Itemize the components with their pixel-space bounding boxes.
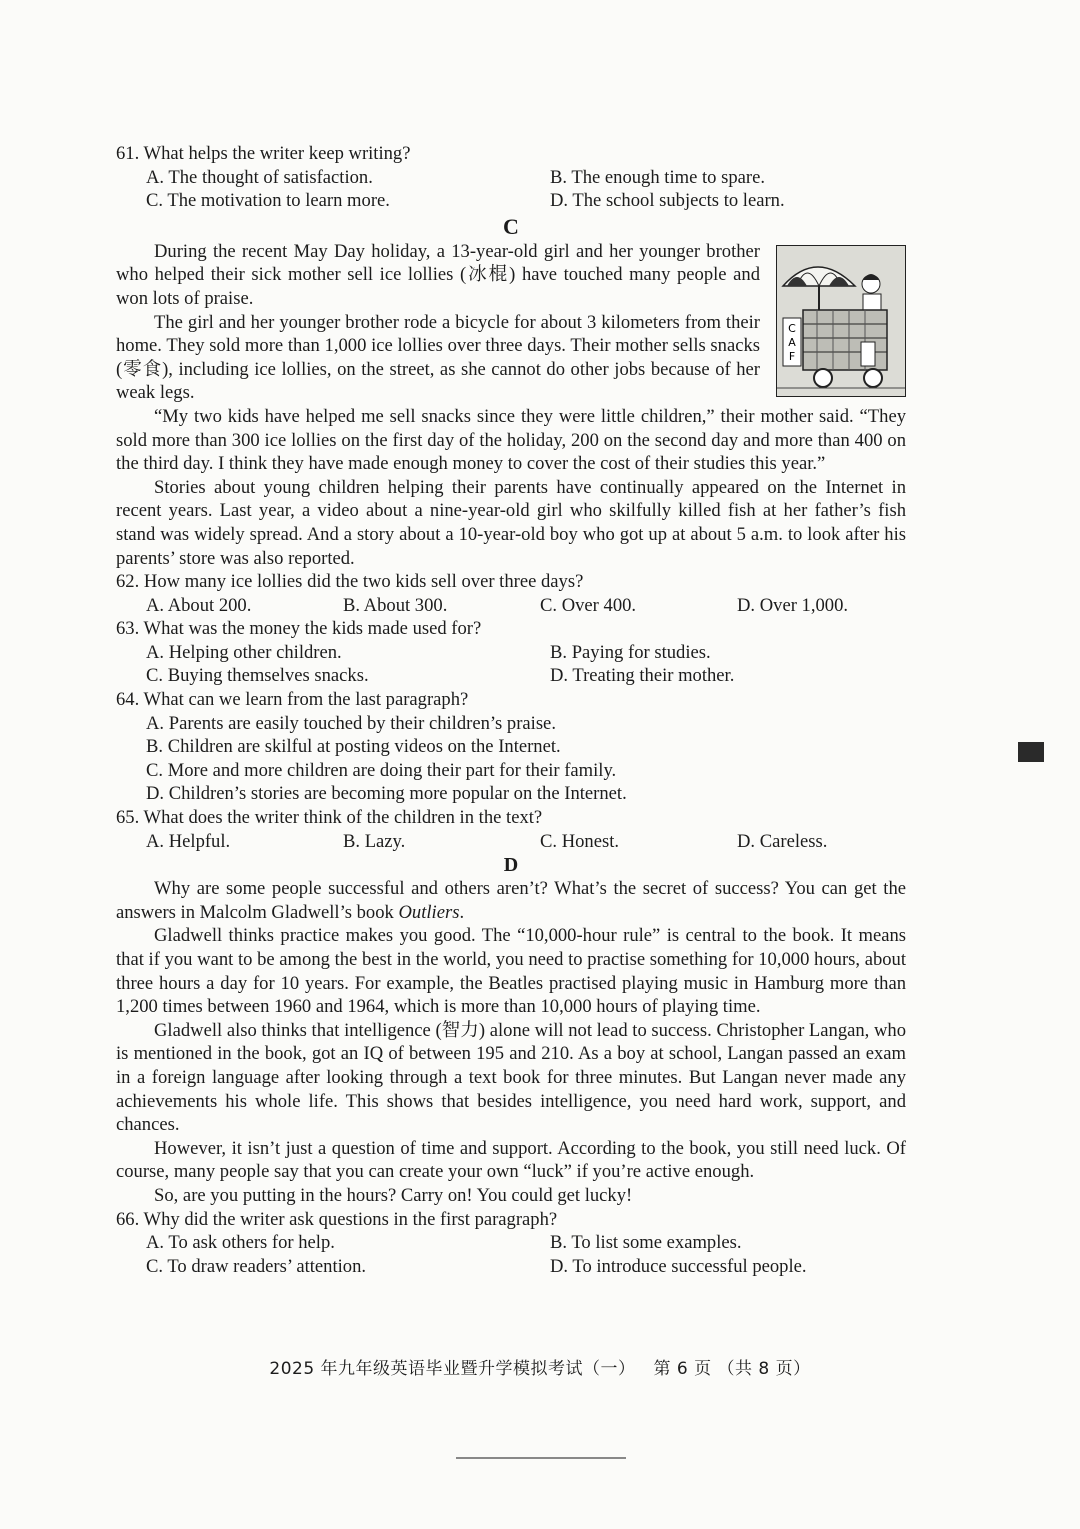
sign-letter-a: A [788, 335, 796, 349]
option-63-a: A. Helping other children. [146, 641, 342, 663]
question-65-text: 65. What does the writer think of the children in the text? [116, 807, 543, 829]
option-62-d: D. Over 1,000. [737, 594, 849, 616]
question-61-options-row-2 [146, 189, 906, 213]
option-66-a: A. To ask others for help. [146, 1232, 335, 1254]
section-d-paragraph-2: Gladwell thinks practice makes you good. The “10,000-hour rule” is central to the book. It means that if you want to be among the best in the world, you need to practise something for 10,000 hours, about three hours a day for 10 years. For example, the Beatles practised playing music in Hamburg more than 1,200 times between 1960 and 1964, which is more than 10,000 hours of playing time. [116, 925, 906, 1018]
question-65-options [146, 830, 906, 854]
option-65-d: D. Careless. [737, 830, 828, 852]
ice-lolly-stall-illustration [776, 245, 906, 397]
section-d-paragraph-1 [116, 877, 906, 924]
question-62-options [146, 594, 906, 618]
option-61-d: D. The school subjects to learn. [550, 190, 785, 212]
section-d-passage [116, 877, 906, 1207]
option-64-a: A. Parents are easily touched by their children’s praise. [146, 712, 556, 734]
section-c-paragraph-3: “My two kids have helped me sell snacks since they were little children,” their mother said. “They sold more than 300 ice lollies on the first day of the holiday, 200 on the second day and more than 400 on the third day. I think they have made enough money to cover the cost of their studies this year.” [116, 405, 906, 475]
bottom-divider [456, 1457, 626, 1459]
section-c-paragraph-1: During the recent May Day holiday, a 13-year-old girl and her younger brother who helped their sick mother sell ice lollies (冰棍) have touched many people and won lots of praise. [116, 240, 760, 309]
question-62-text: 62. How many ice lollies did the two kids sell over three days? [116, 571, 584, 593]
sign-letter-c: C [788, 321, 796, 335]
section-d-paragraph-4: However, it isn’t just a question of time and support. According to the book, you still need luck. Of course, many people say that you can create your own “luck” if you’re active enough. [116, 1137, 906, 1183]
question-66 [116, 1208, 906, 1279]
option-65-c: C. Honest. [540, 830, 620, 852]
option-63-d: D. Treating their mother. [550, 665, 735, 687]
stall-drawing [777, 246, 905, 396]
footer-page-number: 第 6 页 （共 8 页） [653, 1359, 811, 1379]
option-64-c: C. More and more children are doing their part for their family. [146, 759, 617, 781]
book-title: Outliers [398, 901, 460, 923]
question-64 [116, 688, 906, 806]
scan-position-marker [1018, 742, 1044, 762]
section-d-paragraph-3: Gladwell also thinks that intelligence (智力) alone will not lead to success. Christopher Langan, who is mentioned in the book, got an IQ of between 195 and 210. As a boy at school, Langan passed an exam in a foreign language after looking through a text book for three minutes. But Langan never made any achievements his whole life. This shows that besides intelligence, you need hard work, support, and chances. [116, 1019, 906, 1136]
section-c-passage [116, 240, 906, 570]
question-66-options-row-2 [146, 1255, 906, 1279]
question-63-text: 63. What was the money the kids made used for? [116, 618, 482, 640]
question-63-options-row-2 [146, 664, 906, 688]
question-61-options-row-1 [146, 166, 906, 190]
option-62-b: B. About 300. [343, 594, 448, 616]
option-64-d: D. Children’s stories are becoming more popular on the Internet. [146, 783, 627, 805]
section-d-paragraph-1-end: . [459, 901, 465, 923]
question-66-text: 66. Why did the writer ask questions in the first paragraph? [116, 1208, 558, 1230]
section-c-paragraph-2: The girl and her younger brother rode a bicycle for about 3 kilometers from their home. They sold more than 1,000 ice lollies over three days. Their mother sells snacks (零食), including ice lollies, on the street, as she cannot do other jobs because of her weak legs. [116, 311, 760, 404]
option-64-b: B. Children are skilful at posting videos on the Internet. [146, 736, 561, 758]
option-65-b: B. Lazy. [343, 830, 406, 852]
option-61-a: A. The thought of satisfaction. [146, 166, 373, 188]
option-63-b: B. Paying for studies. [550, 641, 711, 663]
section-d-paragraph-5: So, are you putting in the hours? Carry on! You could get lucky! [154, 1184, 633, 1206]
option-62-c: C. Over 400. [540, 594, 637, 616]
question-64-text: 64. What can we learn from the last paragraph? [116, 689, 469, 711]
section-c-paragraph-4: Stories about young children helping their parents have continually appeared on the Internet in recent years. Last year, a video about a nine-year-old girl who skilfully killed fish at her father’s fish stand was widely spread. And a story about a 10-year-old boy who got up at about 5 a.m. to look after his parents’ store was also reported. [116, 476, 906, 569]
option-66-d: D. To introduce successful people. [550, 1255, 807, 1277]
question-61-text: 61. What helps the writer keep writing? [116, 143, 411, 164]
option-61-c: C. The motivation to learn more. [146, 190, 390, 212]
exam-page [116, 142, 906, 1278]
option-66-c: C. To draw readers’ attention. [146, 1255, 367, 1277]
option-61-b: B. The enough time to spare. [550, 166, 765, 188]
section-d-paragraph-1-text: Why are some people successful and others aren’t? What’s the secret of success? You can get the answers in Malcolm Gladwell’s book [116, 878, 906, 923]
question-66-options-row-1 [146, 1231, 906, 1255]
option-66-b: B. To list some examples. [550, 1232, 742, 1254]
section-d-heading: D [503, 854, 519, 877]
question-61 [116, 142, 906, 213]
option-62-a: A. About 200. [146, 594, 252, 616]
sign-letter-f: F [788, 349, 796, 363]
page-footer [0, 1354, 1080, 1379]
question-63 [116, 617, 906, 688]
section-c-heading: C [503, 213, 519, 239]
option-63-c: C. Buying themselves snacks. [146, 665, 369, 687]
option-65-a: A. Helpful. [146, 830, 231, 852]
question-62 [116, 570, 906, 617]
footer-exam-title: 2025 年九年级英语毕业暨升学模拟考试（一） [269, 1359, 636, 1379]
question-63-options-row-1 [146, 641, 906, 665]
question-65 [116, 806, 906, 853]
